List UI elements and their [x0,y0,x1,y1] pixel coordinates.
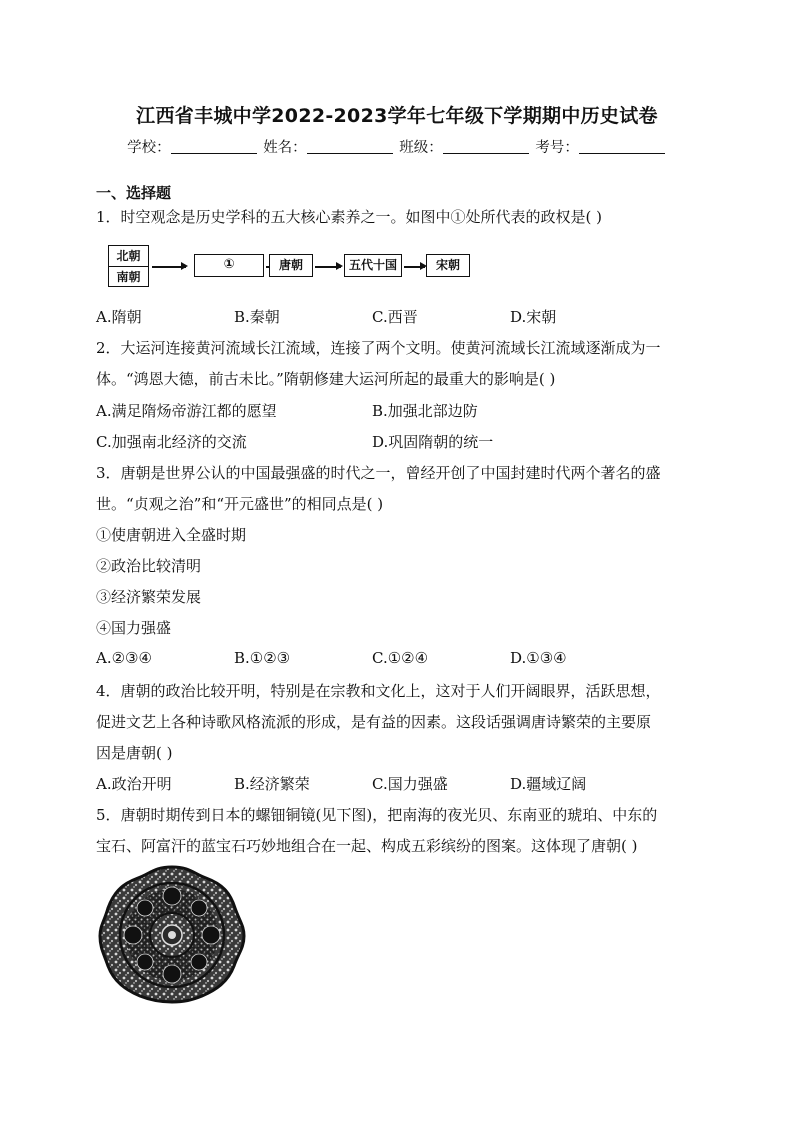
page-title: 江西省丰城中学2022-2023学年七年级下学期期中历史试卷 [136,105,658,127]
bronze-mirror-image [98,864,246,1004]
q1-option-c[interactable]: C.西晋 [372,308,418,326]
timeline-box-north-south [108,245,149,287]
question-1-stem: 1．时空观念是历史学科的五大核心素养之一。如图中①处所代表的政权是( ) [96,208,603,226]
arrow-icon [404,266,425,268]
timeline-box-five-dynasties: 五代十国 [344,254,402,277]
question-1-timeline-diagram [96,238,496,292]
class-label: 班级： [399,140,443,156]
question-2-stem-line-2: 体。“鸿恩大德，前古未比。”隋朝修建大运河所起的最重大的影响是( ) [96,370,556,388]
question-3-stem-line-1: 3．唐朝是世界公认的中国最强盛的时代之一，曾经开创了中国封建时代两个著名的盛 [96,464,661,482]
class-blank[interactable] [443,139,529,154]
q4-option-b[interactable]: B.经济繁荣 [234,775,310,793]
question-4-stem-line-1: 4．唐朝的政治比较开明，特别是在宗教和文化上，这对于人们开阔眼界，活跃思想， [96,682,661,700]
q3-item-1: ①使唐朝进入全盛时期 [96,526,247,544]
number-label: 考号： [535,140,579,156]
q3-item-3: ③经济繁荣发展 [96,588,202,606]
question-4-stem-line-2: 促进文艺上各种诗歌风格流派的形成，是有益的因素。这段话强调唐诗繁荣的主要原 [96,713,652,731]
q1-option-b[interactable]: B.秦朝 [234,308,280,326]
q4-option-a[interactable]: A.政治开明 [96,775,172,793]
number-blank[interactable] [579,139,665,154]
timeline-box-blank: ① [194,254,264,277]
q3-item-2: ②政治比较清明 [96,557,202,575]
q2-option-c[interactable]: C.加强南北经济的交流 [96,433,247,451]
timeline-label-south: 南朝 [116,270,141,284]
q3-item-4: ④国力强盛 [96,619,172,637]
timeline-box-tang: 唐朝 [269,254,313,277]
name-label: 姓名： [263,140,307,156]
timeline-box-song: 宋朝 [426,254,470,277]
name-blank[interactable] [307,139,393,154]
q4-option-d[interactable]: D.疆域辽阔 [510,775,587,793]
arrow-icon [152,266,186,268]
q2-option-a[interactable]: A.满足隋炀帝游江都的愿望 [96,402,277,420]
q1-option-d[interactable]: D.宋朝 [510,308,557,326]
student-info-row [0,136,794,157]
q1-option-a[interactable]: A.隋朝 [96,308,142,326]
question-5-stem-line-2: 宝石、阿富汗的蓝宝石巧妙地组合在一起、构成五彩缤纷的图案。这体现了唐朝( ) [96,837,638,855]
q2-option-d[interactable]: D.巩固隋朝的统一 [372,433,494,451]
question-5-stem-line-1: 5．唐朝时期传到日本的螺钿铜镜(见下图)，把南海的夜光贝、东南亚的琥珀、中东的 [96,806,658,824]
q3-option-d[interactable]: D.①③④ [510,649,567,667]
question-4-stem-line-3: 因是唐朝( ) [96,744,173,762]
section-heading: 一、选择题 [96,184,172,202]
q3-option-a[interactable]: A.②③④ [96,649,152,667]
q3-option-c[interactable]: C.①②④ [372,649,429,667]
school-label: 学校： [127,140,171,156]
school-blank[interactable] [171,139,257,154]
question-3-stem-line-2: 世。“贞观之治”和“开元盛世”的相同点是( ) [96,495,384,513]
question-2-stem-line-1: 2．大运河连接黄河流域长江流域，连接了两个文明。使黄河流域长江流域逐渐成为一 [96,339,661,357]
timeline-label-north: 北朝 [109,246,148,267]
q3-option-b[interactable]: B.①②③ [234,649,291,667]
arrow-icon [315,266,341,268]
q2-option-b[interactable]: B.加强北部边防 [372,402,478,420]
q4-option-c[interactable]: C.国力强盛 [372,775,448,793]
